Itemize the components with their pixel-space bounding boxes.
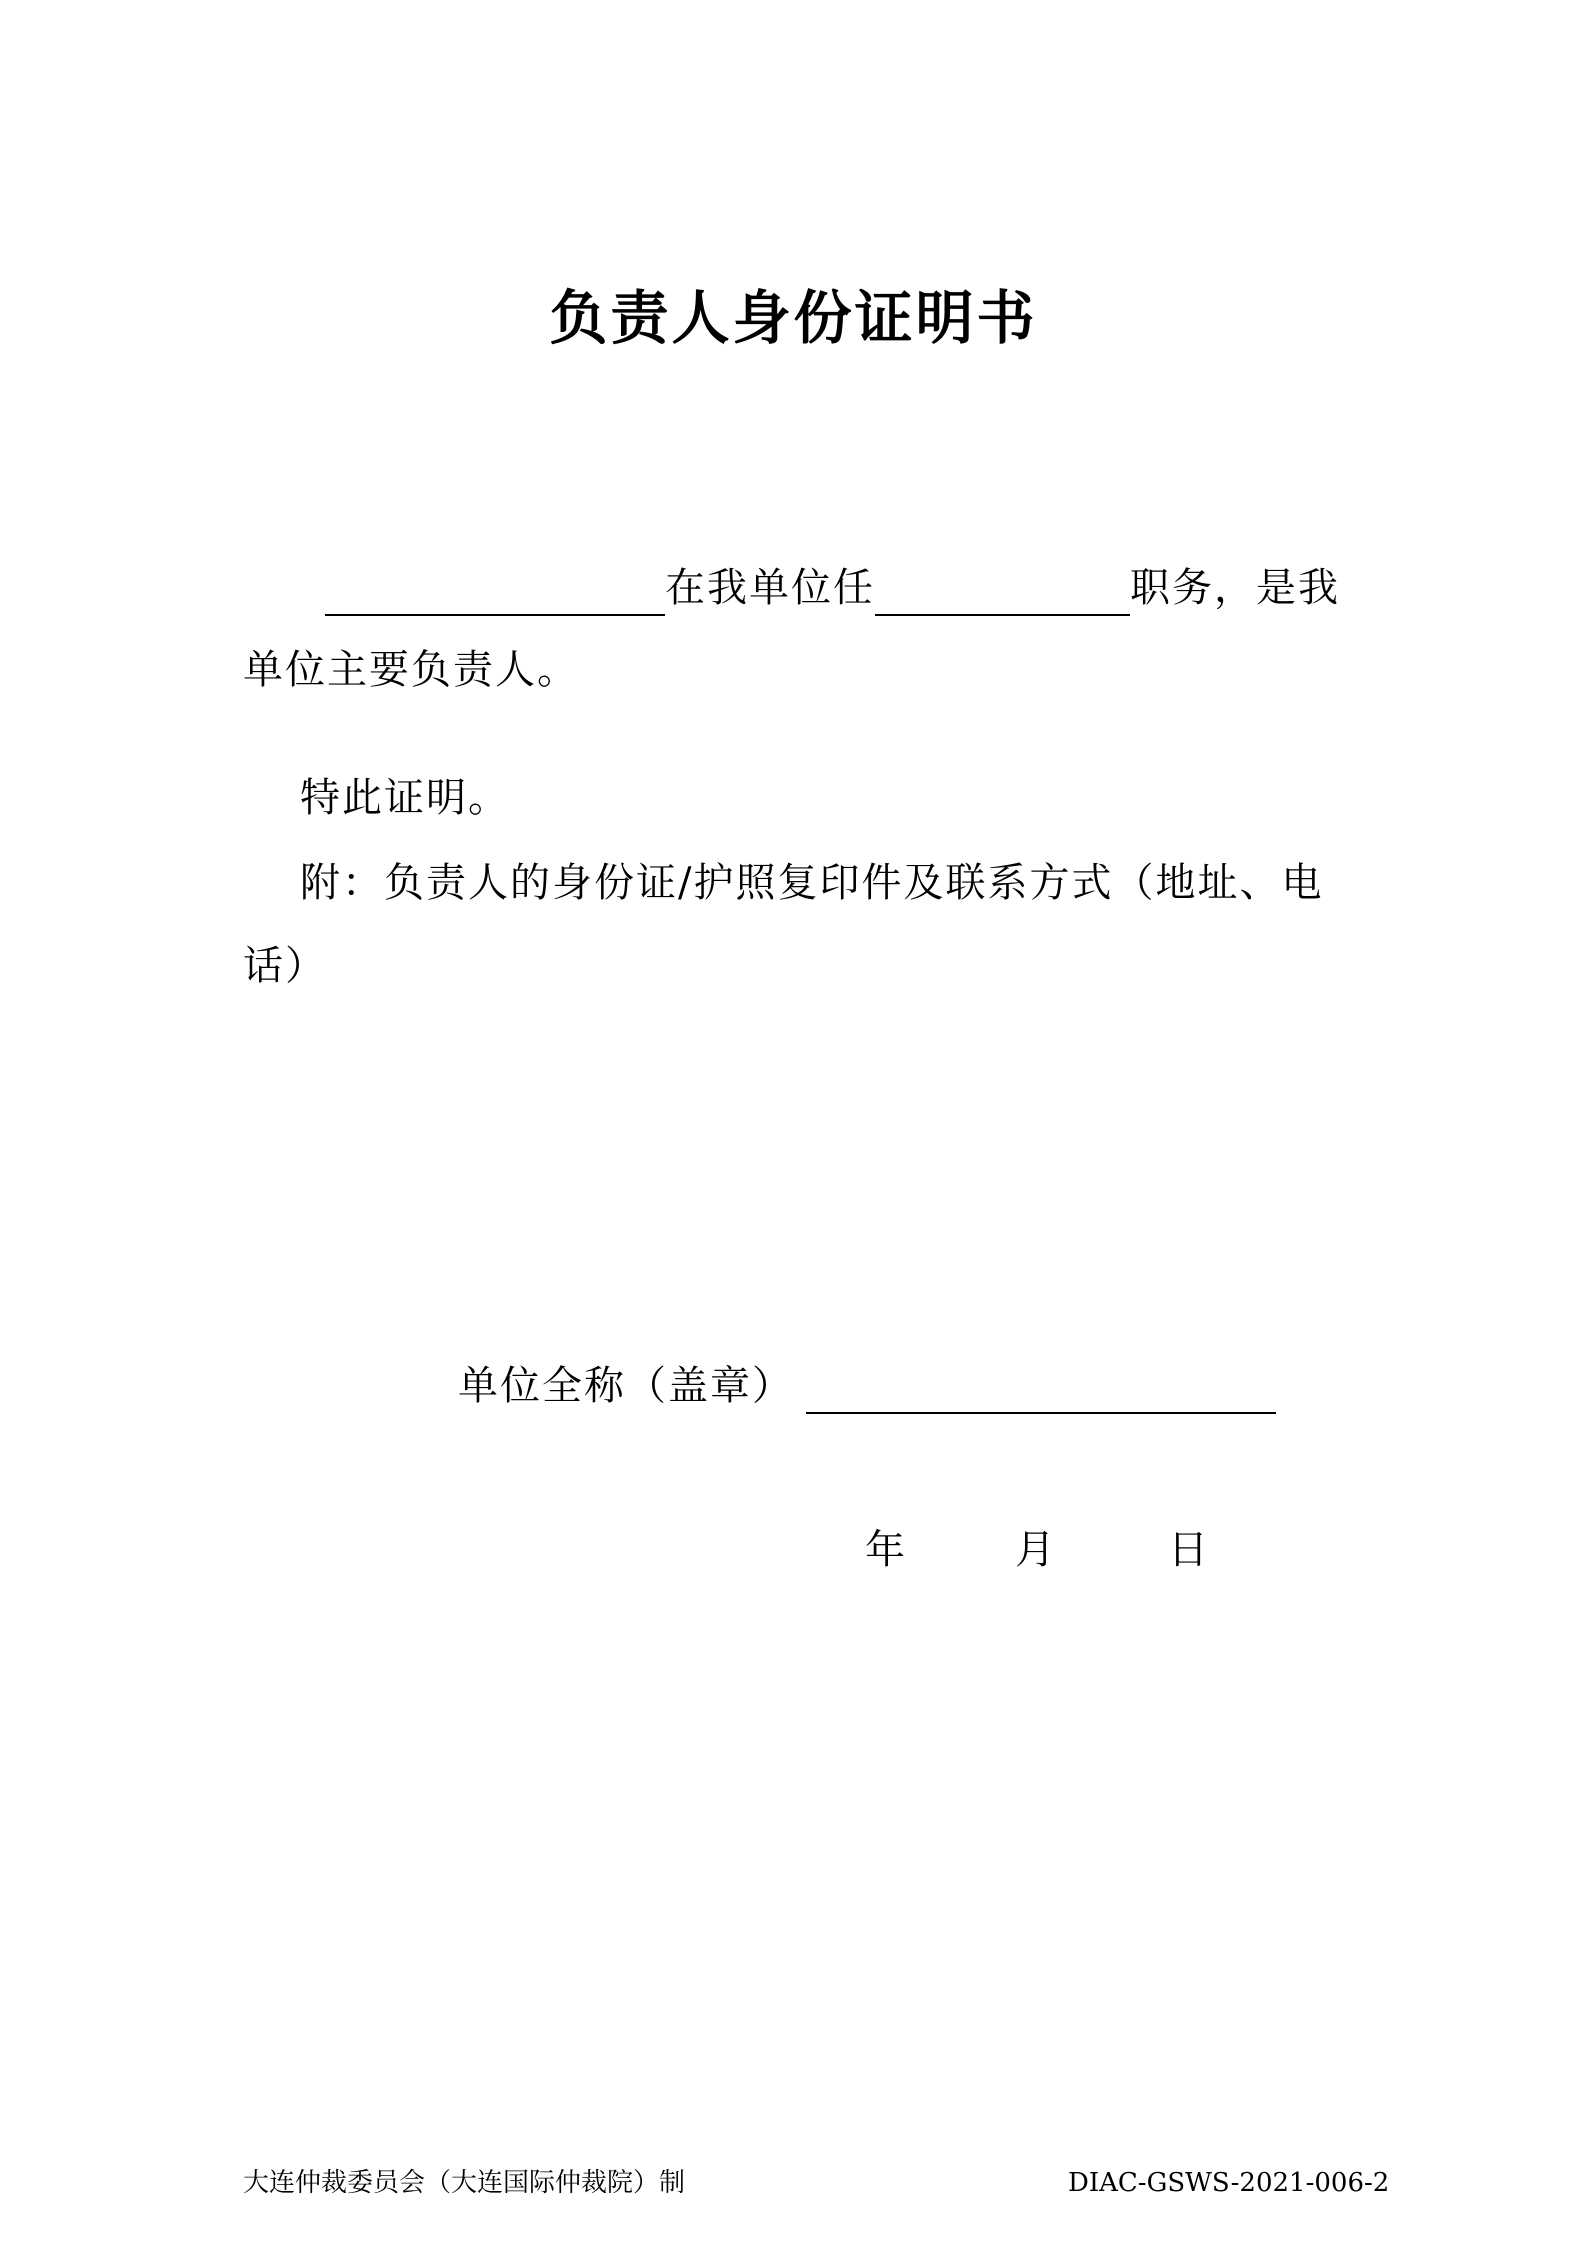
position-intro-text: 在我单位任: [665, 565, 875, 611]
signature-line: [458, 1358, 1276, 1414]
document-title: 负责人身份证明书: [549, 284, 1038, 352]
date-day: 日: [1168, 1527, 1208, 1573]
signature-blank[interactable]: [806, 1364, 1276, 1414]
date-month: 月: [1015, 1527, 1055, 1573]
paragraph-line-1: [325, 560, 1340, 616]
position-outro-text: 职务，是我: [1130, 565, 1340, 611]
name-blank[interactable]: [325, 566, 665, 616]
date-year: 年: [865, 1527, 905, 1573]
signature-label: 单位全称（盖章）: [458, 1363, 794, 1409]
paragraph-line-2: 单位主要负责人。: [243, 647, 579, 693]
certify-text: 特此证明。: [300, 775, 510, 821]
position-blank[interactable]: [875, 566, 1130, 616]
attachment-line-2: 话）: [243, 943, 327, 989]
footer-issuer: 大连仲裁委员会（大连国际仲裁院）制: [243, 2168, 686, 2198]
attachment-line-1: 附：负责人的身份证/护照复印件及联系方式（地址、电: [300, 860, 1324, 906]
footer-doc-code: DIAC-GSWS-2021-006-2: [1068, 2168, 1390, 2198]
